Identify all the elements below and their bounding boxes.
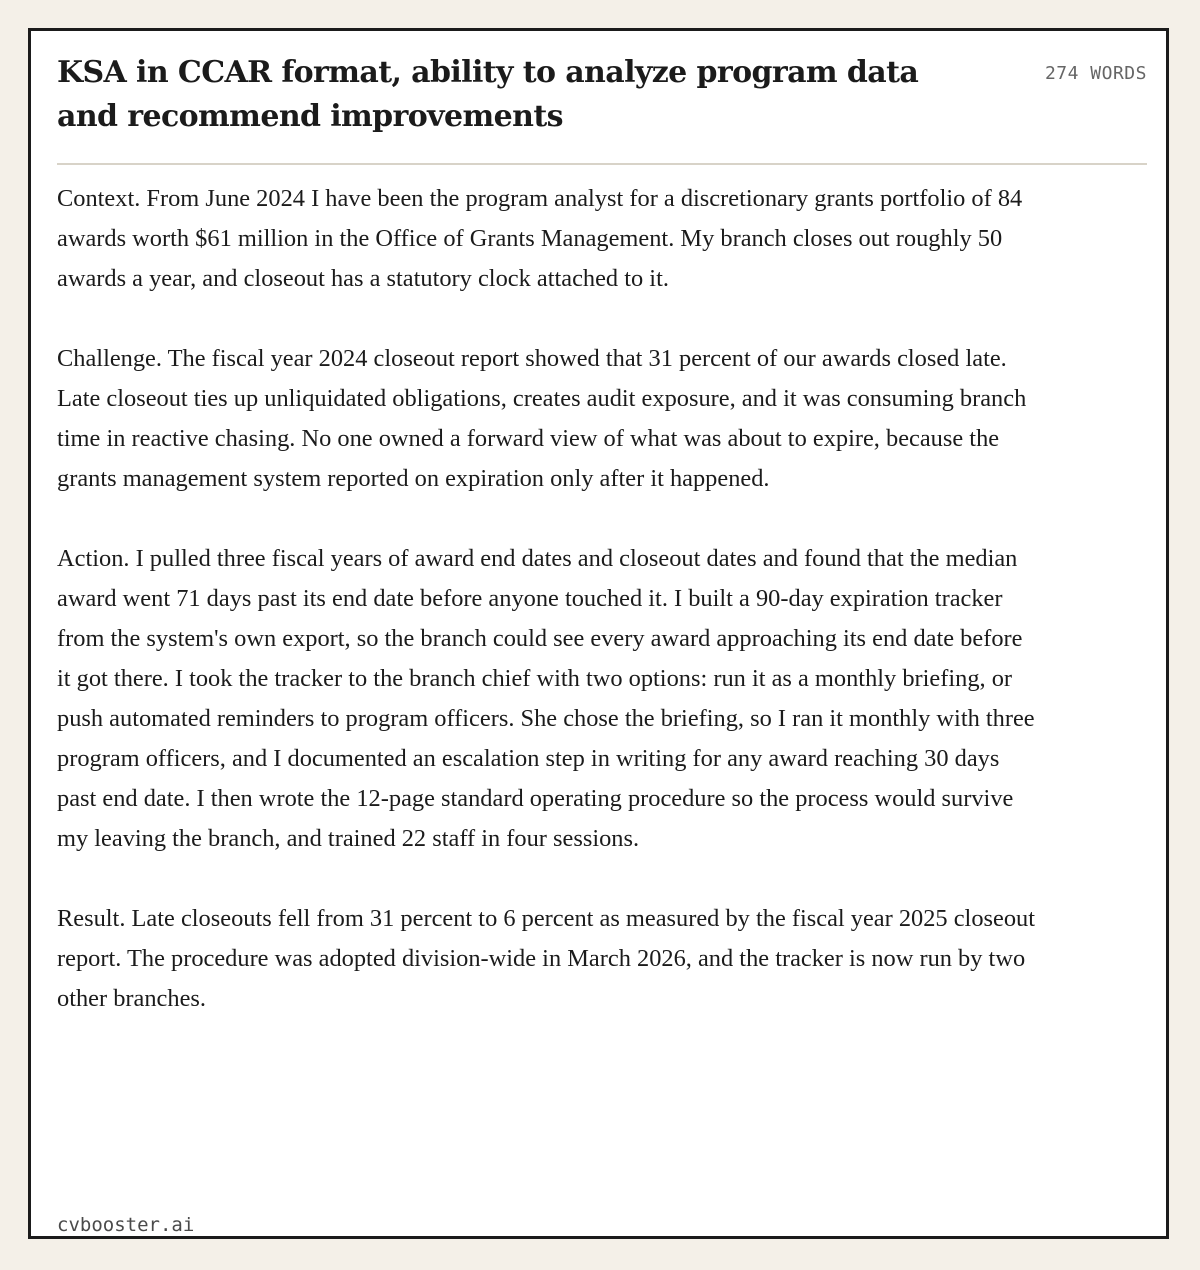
- paragraph-challenge: Challenge. The fiscal year 2024 closeout report showed that 31 percent of our awards closed late. Late closeout ties up unliquidated obligations, creates audit exposure, and it was consuming branch time in reactive chasing. No one owned a forward view of what was about to expire, because the grants management system reported on expiration only after it happened.: [57, 345, 1027, 492]
- document-body: [57, 179, 1037, 1019]
- word-count-label: 274 WORDS: [1044, 63, 1147, 84]
- paragraph-result: Result. Late closeouts fell from 31 percent to 6 percent as measured by the fiscal year 2025 closeout report. The procedure was adopted division-wide in March 2026, and the tracker is now run by two other branches.: [57, 905, 1036, 1012]
- document-card: [28, 28, 1169, 1239]
- paragraph-action: Action. I pulled three fiscal years of award end dates and closeout dates and found that the median award went 71 days past its end date before anyone touched it. I built a 90-day expiration tracker from the system's own export, so the branch could see every award approaching its end date before it got there. I took the tracker to the branch chief with two options: run it as a monthly briefing, or push automated reminders to program officers. She chose the briefing, so I ran it monthly with three program officers, and I documented an escalation step in writing for any award reaching 30 days past end date. I then wrote the 12-page standard operating procedure so the process would survive my leaving the branch, and trained 22 staff in four sessions.: [57, 545, 1035, 852]
- document-header: [57, 51, 1147, 165]
- paragraph-context: Context. From June 2024 I have been the program analyst for a discretionary grants portfolio of 84 awards worth $61 million in the Office of Grants Management. My branch closes out roughly 50 awards a year, and closeout has a statutory clock attached to it.: [57, 185, 1023, 292]
- footer-brand: cvbooster.ai: [57, 1214, 195, 1236]
- document-title: KSA in CCAR format, ability to analyze program data and recommend improvements: [57, 55, 919, 134]
